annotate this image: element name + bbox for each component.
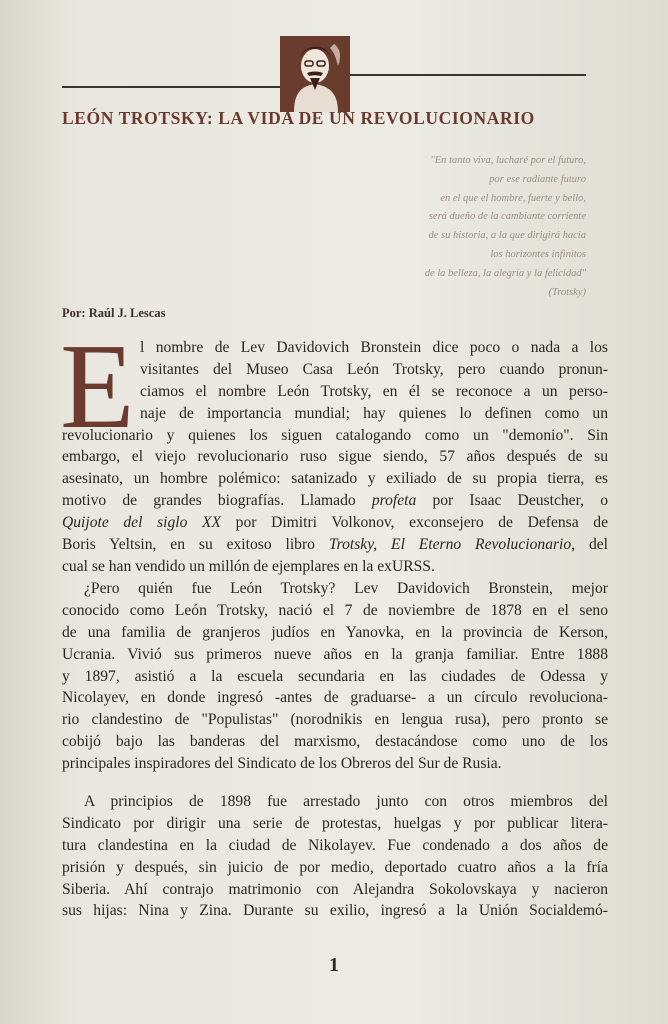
- text-segment: por Isaac Deustcher, o: [432, 492, 608, 510]
- epigraph-quote: [286, 152, 586, 302]
- author-byline: Por: Raúl J. Lescas: [62, 306, 166, 320]
- text-line: A principios de 1898 fue arrestado junto con otros miembros del: [84, 793, 608, 810]
- epigraph-line: en el que el hombre, fuerte y bello,: [440, 192, 586, 204]
- epigraph-attribution: (Trotsky): [548, 286, 586, 298]
- paragraph-early-life: [62, 578, 608, 775]
- text-line: [62, 534, 608, 556]
- text-line: conocido como León Trotsky, nació el 7 de noviembre de 1878 en el seno: [62, 601, 608, 619]
- chapter-title: LEÓN TROTSKY: LA VIDA DE UN REVOLUCIONARIO: [62, 108, 535, 128]
- text-line: Siberia. Ahí contrajo matrimonio con Alejandra Sokolovskaya y nacieron: [62, 880, 608, 898]
- text-line: y 1897, asistió a la escuela secundaria en las ciudades de Odessa y: [62, 667, 608, 685]
- text-line: cobijó bajo las banderas del marxismo, destacándose como uno de los: [62, 733, 608, 751]
- text-line: ¿Pero quién fue León Trotsky? Lev Davidovich Bronstein, mejor: [84, 580, 608, 597]
- text-line: [62, 512, 608, 534]
- paragraph-intro: [62, 337, 608, 578]
- text-line: rio clandestino de "Populistas" (norodnikis en lengua rusa), pero pronto se: [62, 711, 608, 729]
- trotsky-portrait-image: [280, 36, 350, 112]
- italic-book-title: Trotsky, El Eterno Revolucionario: [328, 536, 572, 554]
- text-line: asesinato, un hombre polémico: satanizado y exiliado de su propia tierra, es: [62, 470, 608, 488]
- drop-cap-letter: E: [60, 319, 135, 454]
- text-line: [62, 490, 608, 512]
- text-segment: motivo de grandes biografías. Llamado: [62, 492, 356, 510]
- header-rule-right: [350, 74, 586, 76]
- paragraph-arrest: [62, 791, 608, 922]
- header-rule-left: [62, 86, 280, 88]
- italic-term-quijote: Quijote del siglo XX: [62, 514, 222, 532]
- epigraph-line: los horizontes infinitos: [490, 248, 586, 260]
- text-line: visitantes del Museo Casa León Trotsky, pero cuando pronun-: [140, 360, 608, 378]
- text-line: principales inspiradores del Sindicato de los Obreros del Sur de Rusia.: [62, 755, 502, 773]
- italic-term-profeta: profeta: [371, 492, 417, 510]
- epigraph-line: por ese radiante futuro: [489, 173, 586, 185]
- epigraph-line: de su historia, a la que dirigirá hacia: [428, 230, 586, 242]
- text-line: Nicolayev, en donde ingresó -antes de graduarse- a un círculo revoluciona-: [62, 689, 608, 707]
- text-line: de una familia de granjeros judíos en Yanovka, en la provincia de Kerson,: [62, 623, 608, 641]
- epigraph-line: será dueño de la cambiante corriente: [428, 211, 586, 223]
- text-line: naje de importancia mundial; hay quienes lo definen como un: [140, 404, 608, 422]
- text-line: embargo, el viejo revolucionario ruso sigue siendo, 57 años después de su: [62, 448, 608, 466]
- text-line: tura clandestina en la ciudad de Nikolayev. Fue condenado a dos años de: [62, 836, 608, 854]
- epigraph-line: "En tanto viva, lucharé por el futuro,: [430, 155, 586, 166]
- text-segment: Boris Yeltsin, en su exitoso libro: [62, 536, 315, 554]
- page-number: 1: [329, 954, 339, 976]
- text-line: sus hijas: Nina y Zina. Durante su exilio, ingresó a la Unión Socialdemó-: [62, 902, 608, 920]
- text-line: ciamos el nombre León Trotsky, en él se reconoce a un perso-: [140, 382, 608, 400]
- text-line: l nombre de Lev Davidovich Bronstein dice poco o nada a los: [140, 339, 608, 356]
- text-line: Ucrania. Vivió sus primeros nueve años en la granja familiar. Entre 1888: [62, 645, 608, 663]
- text-line: prisión y después, sin juicio de por medio, deportado cuatro años a la fría: [62, 858, 608, 876]
- text-line: revolucionario y quienes los siguen catalogando como un "demonio". Sin: [62, 426, 608, 444]
- text-line: Sindicato por dirigir una serie de protestas, huelgas y por publicar litera-: [62, 814, 608, 832]
- text-line: cual se han vendido un millón de ejemplares en la exURSS.: [62, 557, 435, 575]
- epigraph-line: de la belleza, la alegría y la felicidad": [424, 267, 586, 279]
- text-segment: , del: [571, 536, 608, 554]
- text-segment: por Dimitri Volkonov, exconsejero de Defensa de: [235, 514, 609, 532]
